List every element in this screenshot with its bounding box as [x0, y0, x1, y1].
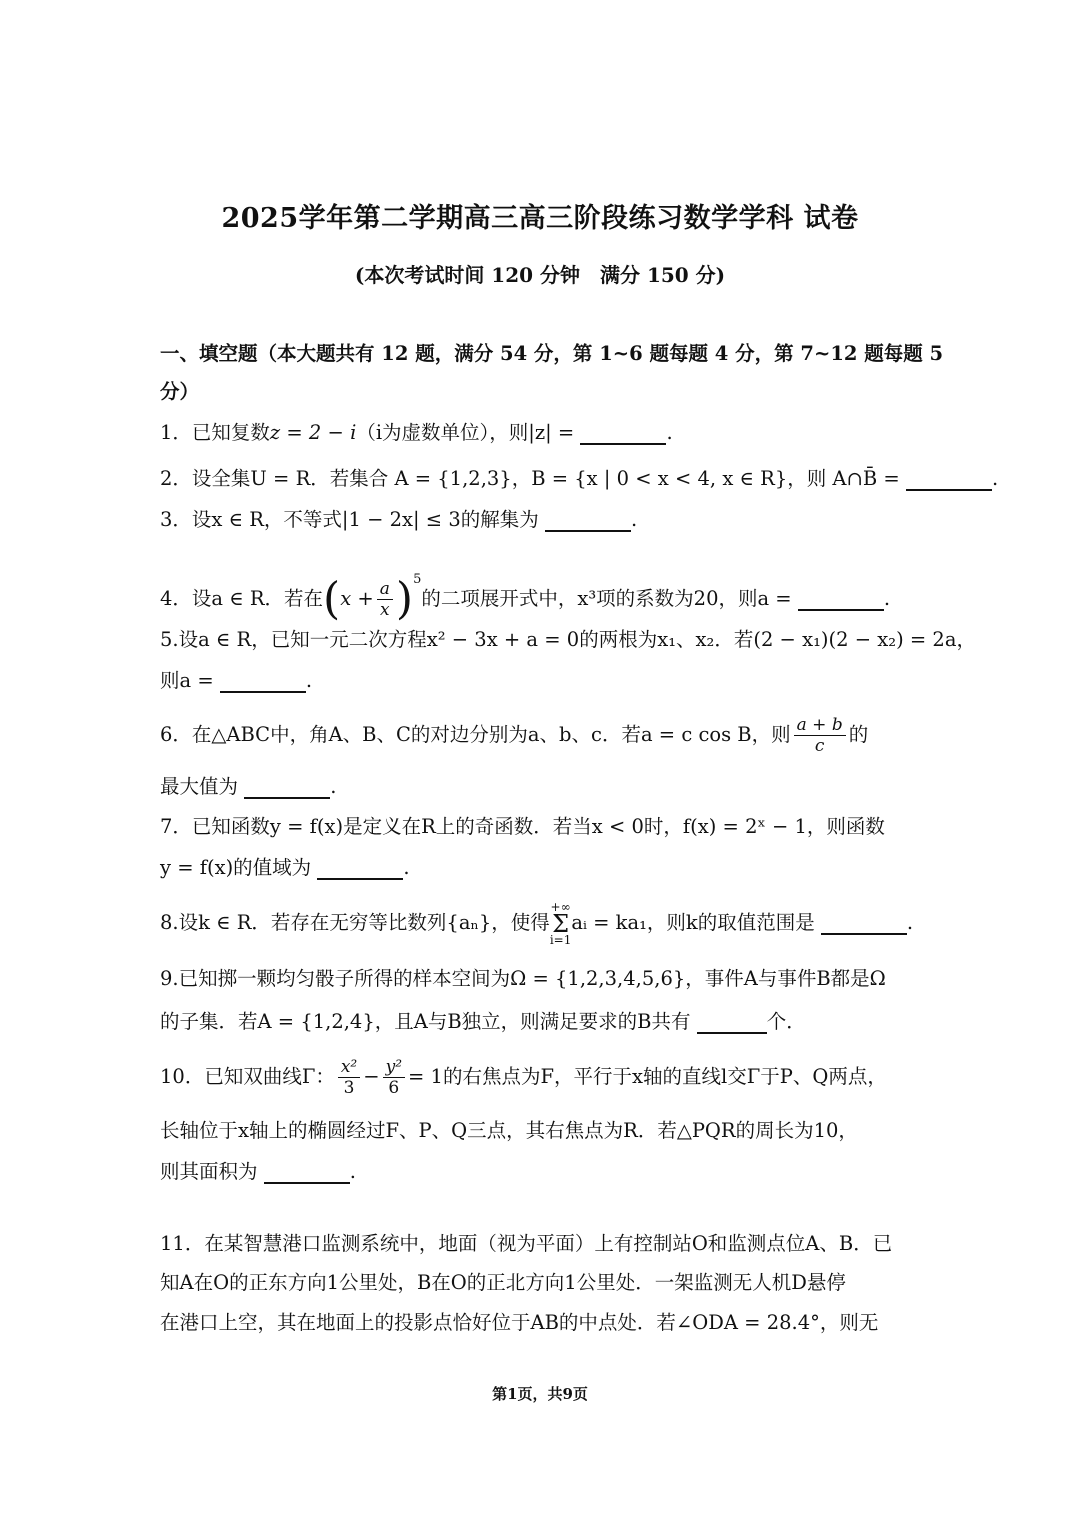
- fraction-y2-over-6: $\frac{\text{y²}}{6}$: [383, 1057, 405, 1098]
- question-3: 3．设x ∈ R，不等式|1 − 2x| ≤ 3的解集为 .: [160, 508, 638, 531]
- answer-blank-2[interactable]: [906, 467, 992, 491]
- page-footer: 第1页，共9页: [492, 1385, 588, 1403]
- answer-blank-8[interactable]: [821, 911, 907, 935]
- exam-title: 2025学年第二学期高三高三阶段练习数学学科 试卷: [221, 203, 859, 234]
- answer-blank-3[interactable]: [545, 508, 631, 532]
- question-10-cont: 长轴位于x轴上的椭圆经过F、P、Q三点，其右焦点为R．若△PQR的周长为10，: [160, 1119, 858, 1142]
- answer-blank-6[interactable]: [244, 775, 330, 799]
- question-7-cont: y = f(x)的值域为 .: [160, 856, 410, 879]
- question-11: 11．在某智慧港口监测系统中，地面（视为平面）上有控制站O和监测点位A、B．已: [160, 1232, 893, 1255]
- answer-blank-4[interactable]: [798, 587, 884, 611]
- question-7: 7．已知函数y = f(x)是定义在R上的奇函数．若当x < 0时，f(x) = 2ˣ − 1，则函数: [160, 815, 885, 838]
- fraction-a-over-x: $\frac{a}{x}$: [377, 579, 393, 620]
- section-heading: 一、填空题（本大题共有 12 题，满分 54 分，第 1~6 题每题 4 分，第 7~12 题每题 5: [160, 342, 944, 365]
- question-6: 6．在△ABC中，角A、B、C的对边分别为a、b、c．若a = c cos B，则 $\frac{a + b}{c}$ 的: [160, 715, 869, 756]
- question-9-cont: 的子集．若A = {1,2,4}，且A与B独立，则满足要求的B共有 个．: [160, 1010, 806, 1033]
- fraction-x2-over-3: $\frac{\text{x²}}{3}$: [338, 1057, 360, 1098]
- answer-blank-5[interactable]: [220, 669, 306, 693]
- question-11-cont2: 在港口上空，其在地面上的投影点恰好位于AB的中点处．若∠ODA = 28.4°，则无: [160, 1311, 879, 1334]
- answer-blank-7[interactable]: [317, 856, 403, 880]
- question-4: 4．设a ∈ R．若在(x + $\frac{a}{x}$ )$^5$的二项展开式中，x³项的系数为20，则a = .: [160, 572, 891, 625]
- question-5-cont: 则a = .: [160, 669, 313, 692]
- question-10: 10．已知双曲线Γ： $\frac{\text{x²}}{3}$ − $\frac{\text{y²}}{6}$ = 1的右焦点为F，平行于x轴的直线l交Γ于P、Q两点，: [160, 1057, 887, 1098]
- exam-subtitle: (本次考试时间 120 分钟 满分 150 分): [354, 263, 726, 287]
- answer-blank-9[interactable]: [697, 1010, 767, 1034]
- question-2: 2．设全集U = R．若集合 A = {1,2,3}，B = {x | 0 < x < 4, x ∈ R}，则 A∩B̄ = .: [160, 467, 999, 490]
- answer-blank-10[interactable]: [264, 1160, 350, 1184]
- question-6-cont: 最大值为 .: [160, 775, 337, 798]
- question-10-cont2: 则其面积为 .: [160, 1160, 356, 1183]
- fraction-a-plus-b-over-c: $\frac{a + b}{c}$: [794, 715, 846, 756]
- summation-symbol: +∞ Σ i=1: [549, 899, 572, 947]
- question-5: 5.设a ∈ R，已知一元二次方程x² − 3x + a = 0的两根为x₁、x₂．若(2 − x₁)(2 − x₂) = 2a，: [160, 628, 976, 651]
- question-8: 8.设k ∈ R．若存在无穷等比数列{aₙ}，使得 +∞ Σ i=1 aᵢ = ka₁，则k的取值范围是 .: [160, 899, 914, 947]
- section-heading-cont: 分）: [160, 380, 200, 403]
- question-11-cont: 知A在O的正东方向1公里处，B在O的正北方向1公里处．一架监测无人机D悬停: [160, 1271, 846, 1294]
- answer-blank-1[interactable]: [580, 421, 666, 445]
- question-9: 9.已知掷一颗均匀骰子所得的样本空间为Ω = {1,2,3,4,5,6}，事件A与事件B都是Ω: [160, 967, 886, 990]
- question-1: 1．已知复数z = 2 − i（i为虚数单位），则|z| = .: [160, 421, 673, 444]
